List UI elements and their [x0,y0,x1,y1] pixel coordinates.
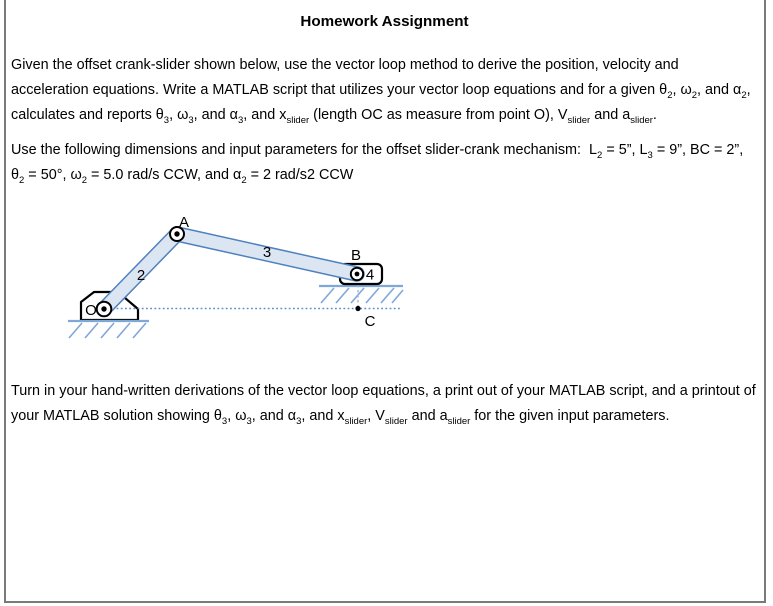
run-text: , and x [301,408,345,424]
subscript-text: slider [286,114,310,126]
run-text: , calculates and reports θ [11,82,755,123]
pin-joint-o [97,302,112,317]
label-joint-b: B [350,247,362,264]
run-text: Given the offset crank-slider shown below, use the vector loop method to derive the position, velocity and acceleration equations. Write a MATLAB script that utilizes your vector loop equations and for a given θ [11,57,683,98]
paragraph-problem-statement [11,53,758,128]
subscript-text: slider [630,114,653,126]
subscript-text: 3 [188,114,194,126]
run-text: and a [590,107,631,123]
subscript-text: 3 [163,114,170,126]
run-text: = 9”, BC = 2”, θ [11,142,748,183]
subscript-text: 2 [691,89,698,101]
label-link-3: 3 [262,244,272,261]
label-slider-4: 4 [365,266,375,284]
run-text: , and α [251,408,297,424]
subscript-text: 3 [647,149,653,161]
crank-slider-figure [4,198,464,374]
mechanism-diagram [11,198,758,379]
run-text: Turn in your hand-written derivations of the vector loop equations, a print out of your MATLAB script, and a printout of your MATLAB solution showing θ [11,383,760,424]
paragraph-turn-in [11,379,758,429]
run-text: = 5”, L [602,142,648,158]
run-text: = 50°, ω [24,167,82,183]
subscript-text: slider [567,114,591,126]
run-text: , V [367,408,385,424]
subscript-text: 3 [237,114,244,126]
run-text: = 5.0 rad/s CCW, and α [87,167,242,183]
subscript-text: 2 [667,89,673,101]
label-point-c: C [364,313,376,330]
run-text: , ω [227,408,247,424]
run-text: , ω [672,82,692,98]
subscript-text: 2 [241,174,247,186]
subscript-text: 2 [741,89,747,101]
subscript-text: 2 [81,174,88,186]
paragraph-dimensions [11,138,758,188]
label-joint-o: O [85,302,97,319]
document-page [4,0,766,603]
run-text: Use the following dimensions and input parameters for the offset slider-crank mechanism: L [11,142,598,158]
subscript-text: 2 [597,149,603,161]
run-text: , ω [169,107,189,123]
run-text: . [652,107,657,123]
run-text: , and x [243,107,287,123]
run-text: = 2 rad/s2 CCW [246,167,354,183]
subscript-text: slider [344,415,368,427]
subscript-text: 2 [19,174,25,186]
subscript-text: 3 [296,415,302,427]
run-text: for the given input parameters. [470,408,670,424]
pin-joint-b [351,268,363,280]
run-text: , and α [697,82,742,98]
point-c-marker [355,306,360,311]
subscript-text: slider [447,415,471,427]
label-joint-a: A [178,214,190,231]
label-link-2: 2 [136,267,146,284]
run-text: , and α [193,107,238,123]
subscript-text: 3 [221,415,228,427]
subscript-text: 3 [246,415,252,427]
ground-hatching-slider [319,286,403,303]
run-text: (length OC as measure from point O), V [309,107,568,123]
run-text: and a [407,408,448,424]
subscript-text: slider [384,415,408,427]
page-title: Homework Assignment [300,13,469,30]
ground-hatching-o [68,321,149,338]
